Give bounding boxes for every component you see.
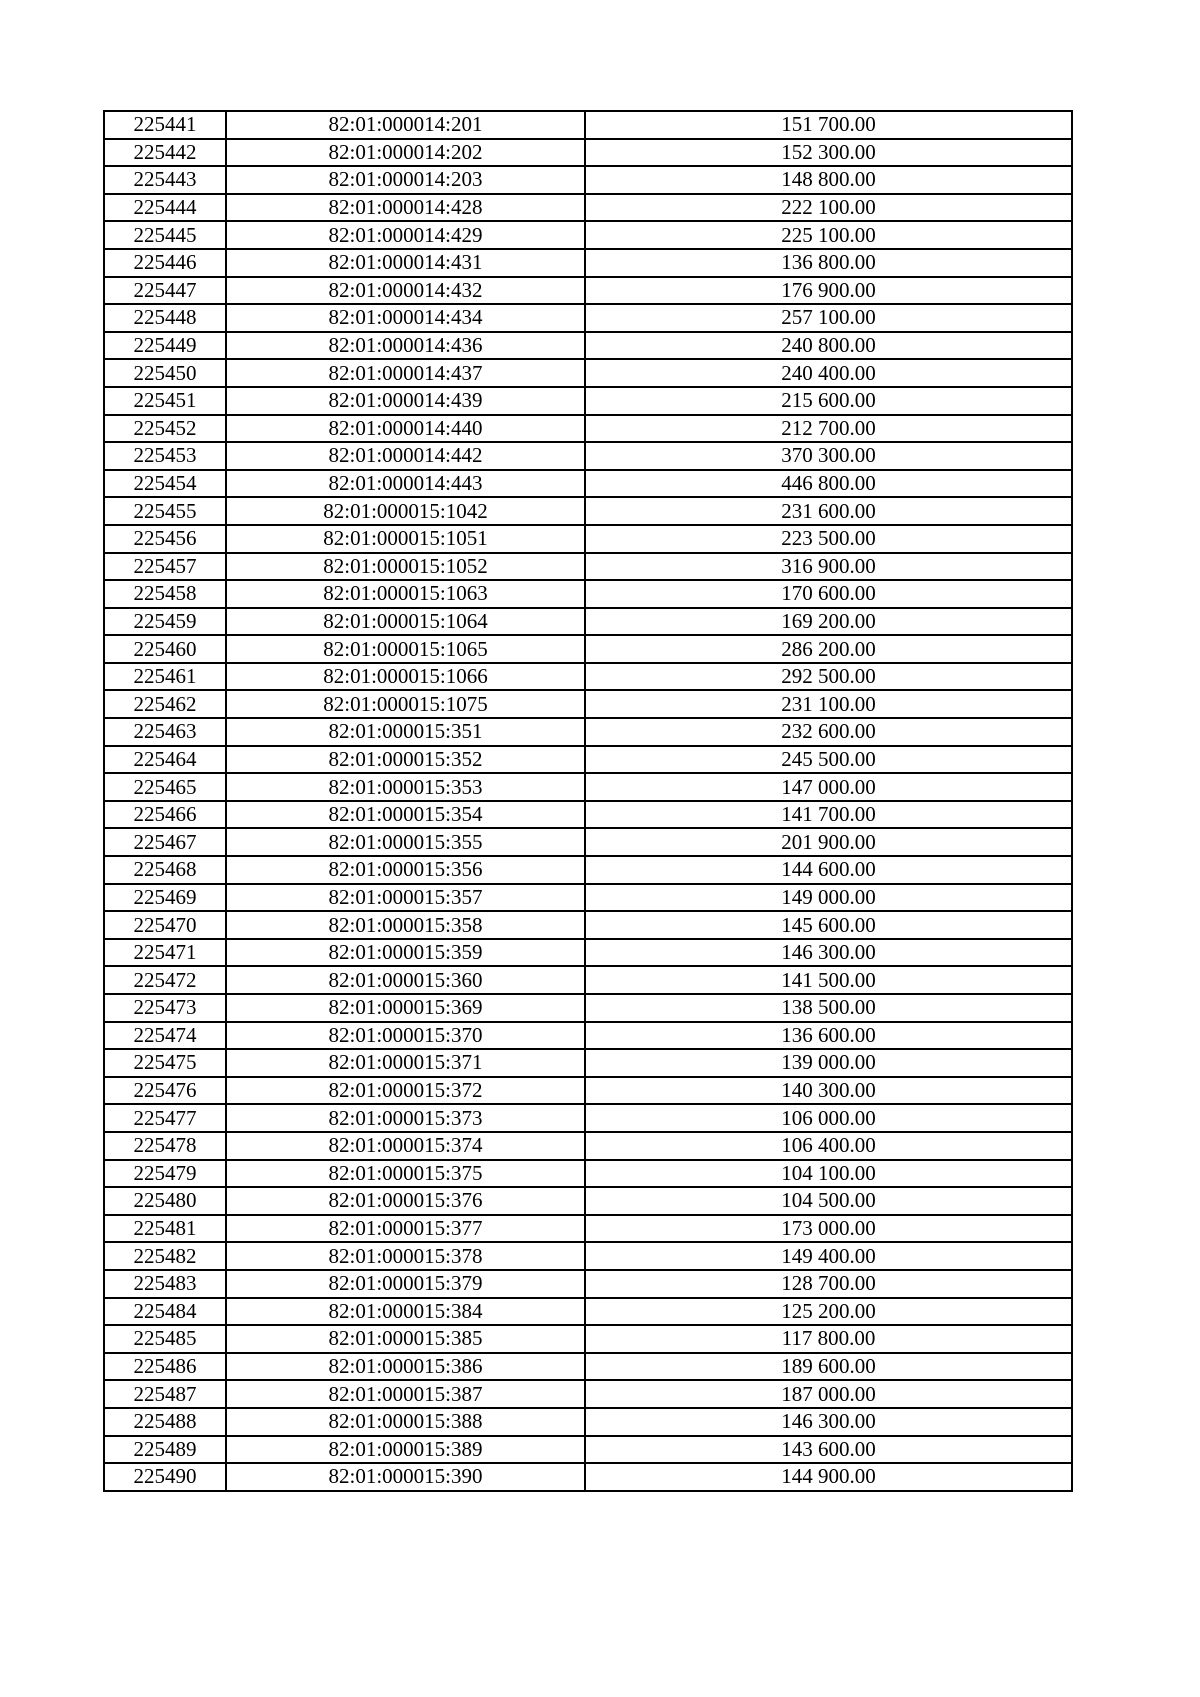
table-row [104, 746, 1072, 774]
cadastral-number-cell: 82:01:000014:442 [226, 442, 585, 470]
cadastral-number-cell: 82:01:000014:201 [226, 111, 585, 139]
table-row [104, 1187, 1072, 1215]
cadastral-number-cell: 82:01:000014:439 [226, 387, 585, 415]
cadastral-number-cell: 82:01:000015:360 [226, 966, 585, 994]
cadastral-number-cell: 82:01:000014:429 [226, 221, 585, 249]
row-number-cell: 225470 [104, 911, 226, 939]
table-row [104, 635, 1072, 663]
table-row [104, 966, 1072, 994]
cadastral-number-cell: 82:01:000015:387 [226, 1380, 585, 1408]
cadastral-number-cell: 82:01:000015:370 [226, 1022, 585, 1050]
cadastral-value-cell: 316 900.00 [585, 553, 1072, 581]
row-number-cell: 225484 [104, 1298, 226, 1326]
cadastral-number-cell: 82:01:000015:356 [226, 856, 585, 884]
cadastral-number-cell: 82:01:000015:378 [226, 1242, 585, 1270]
cadastral-value-cell: 176 900.00 [585, 277, 1072, 305]
row-number-cell: 225442 [104, 139, 226, 167]
table-row [104, 1049, 1072, 1077]
row-number-cell: 225477 [104, 1104, 226, 1132]
cadastral-number-cell: 82:01:000014:431 [226, 249, 585, 277]
row-number-cell: 225479 [104, 1160, 226, 1188]
table-row [104, 1104, 1072, 1132]
cadastral-value-cell: 245 500.00 [585, 746, 1072, 774]
table-row [104, 470, 1072, 498]
row-number-cell: 225482 [104, 1242, 226, 1270]
cadastral-value-cell: 231 600.00 [585, 497, 1072, 525]
table-row [104, 359, 1072, 387]
table-row [104, 1298, 1072, 1326]
cadastral-number-cell: 82:01:000015:369 [226, 994, 585, 1022]
cadastral-number-cell: 82:01:000014:436 [226, 332, 585, 360]
cadastral-value-table [103, 110, 1073, 1492]
cadastral-value-cell: 189 600.00 [585, 1353, 1072, 1381]
cadastral-value-cell: 152 300.00 [585, 139, 1072, 167]
row-number-cell: 225449 [104, 332, 226, 360]
cadastral-value-cell: 125 200.00 [585, 1298, 1072, 1326]
row-number-cell: 225463 [104, 718, 226, 746]
row-number-cell: 225480 [104, 1187, 226, 1215]
cadastral-number-cell: 82:01:000015:1051 [226, 525, 585, 553]
cadastral-value-cell: 136 600.00 [585, 1022, 1072, 1050]
table-row [104, 1408, 1072, 1436]
row-number-cell: 225472 [104, 966, 226, 994]
cadastral-value-cell: 240 400.00 [585, 359, 1072, 387]
table-row [104, 1132, 1072, 1160]
cadastral-number-cell: 82:01:000015:385 [226, 1325, 585, 1353]
cadastral-value-cell: 187 000.00 [585, 1380, 1072, 1408]
row-number-cell: 225485 [104, 1325, 226, 1353]
cadastral-number-cell: 82:01:000015:353 [226, 773, 585, 801]
table-row [104, 166, 1072, 194]
row-number-cell: 225454 [104, 470, 226, 498]
table-row [104, 249, 1072, 277]
cadastral-value-cell: 146 300.00 [585, 939, 1072, 967]
cadastral-value-cell: 212 700.00 [585, 415, 1072, 443]
cadastral-value-cell: 222 100.00 [585, 194, 1072, 222]
cadastral-value-cell: 138 500.00 [585, 994, 1072, 1022]
table-row [104, 1463, 1072, 1491]
row-number-cell: 225461 [104, 663, 226, 691]
cadastral-number-cell: 82:01:000014:203 [226, 166, 585, 194]
cadastral-number-cell: 82:01:000015:372 [226, 1077, 585, 1105]
cadastral-value-cell: 146 300.00 [585, 1408, 1072, 1436]
row-number-cell: 225478 [104, 1132, 226, 1160]
table-row [104, 1380, 1072, 1408]
cadastral-number-cell: 82:01:000015:379 [226, 1270, 585, 1298]
row-number-cell: 225474 [104, 1022, 226, 1050]
table-row [104, 525, 1072, 553]
cadastral-value-cell: 151 700.00 [585, 111, 1072, 139]
table-row [104, 553, 1072, 581]
row-number-cell: 225488 [104, 1408, 226, 1436]
cadastral-number-cell: 82:01:000015:351 [226, 718, 585, 746]
cadastral-value-cell: 141 500.00 [585, 966, 1072, 994]
table-row [104, 387, 1072, 415]
cadastral-value-cell: 257 100.00 [585, 304, 1072, 332]
table-row [104, 580, 1072, 608]
row-number-cell: 225451 [104, 387, 226, 415]
cadastral-number-cell: 82:01:000014:432 [226, 277, 585, 305]
cadastral-value-cell: 225 100.00 [585, 221, 1072, 249]
row-number-cell: 225465 [104, 773, 226, 801]
table-row [104, 332, 1072, 360]
row-number-cell: 225460 [104, 635, 226, 663]
cadastral-number-cell: 82:01:000015:358 [226, 911, 585, 939]
row-number-cell: 225487 [104, 1380, 226, 1408]
row-number-cell: 225445 [104, 221, 226, 249]
table-row [104, 1215, 1072, 1243]
cadastral-value-cell: 128 700.00 [585, 1270, 1072, 1298]
table-row [104, 442, 1072, 470]
cadastral-value-cell: 106 400.00 [585, 1132, 1072, 1160]
cadastral-number-cell: 82:01:000015:1063 [226, 580, 585, 608]
table-row [104, 415, 1072, 443]
cadastral-value-cell: 104 100.00 [585, 1160, 1072, 1188]
cadastral-number-cell: 82:01:000015:1042 [226, 497, 585, 525]
table-row [104, 663, 1072, 691]
cadastral-number-cell: 82:01:000015:386 [226, 1353, 585, 1381]
cadastral-number-cell: 82:01:000014:428 [226, 194, 585, 222]
table-row [104, 1436, 1072, 1464]
cadastral-number-cell: 82:01:000015:354 [226, 801, 585, 829]
cadastral-value-cell: 223 500.00 [585, 525, 1072, 553]
cadastral-value-cell: 149 000.00 [585, 884, 1072, 912]
row-number-cell: 225453 [104, 442, 226, 470]
cadastral-value-cell: 201 900.00 [585, 828, 1072, 856]
cadastral-number-cell: 82:01:000015:377 [226, 1215, 585, 1243]
row-number-cell: 225450 [104, 359, 226, 387]
row-number-cell: 225458 [104, 580, 226, 608]
row-number-cell: 225481 [104, 1215, 226, 1243]
table-row [104, 1022, 1072, 1050]
table-row [104, 497, 1072, 525]
row-number-cell: 225469 [104, 884, 226, 912]
cadastral-value-cell: 446 800.00 [585, 470, 1072, 498]
table-row [104, 277, 1072, 305]
table-row [104, 884, 1072, 912]
table-row [104, 994, 1072, 1022]
table-row [104, 1077, 1072, 1105]
cadastral-number-cell: 82:01:000014:434 [226, 304, 585, 332]
table-row [104, 690, 1072, 718]
row-number-cell: 225489 [104, 1436, 226, 1464]
table-row [104, 608, 1072, 636]
row-number-cell: 225452 [104, 415, 226, 443]
cadastral-number-cell: 82:01:000015:389 [226, 1436, 585, 1464]
cadastral-value-cell: 144 900.00 [585, 1463, 1072, 1491]
table-row [104, 718, 1072, 746]
row-number-cell: 225490 [104, 1463, 226, 1491]
row-number-cell: 225456 [104, 525, 226, 553]
cadastral-value-cell: 169 200.00 [585, 608, 1072, 636]
table-row [104, 194, 1072, 222]
row-number-cell: 225441 [104, 111, 226, 139]
table-row [104, 828, 1072, 856]
cadastral-number-cell: 82:01:000015:375 [226, 1160, 585, 1188]
row-number-cell: 225466 [104, 801, 226, 829]
table-row [104, 1242, 1072, 1270]
row-number-cell: 225446 [104, 249, 226, 277]
cadastral-value-cell: 173 000.00 [585, 1215, 1072, 1243]
row-number-cell: 225457 [104, 553, 226, 581]
row-number-cell: 225444 [104, 194, 226, 222]
row-number-cell: 225462 [104, 690, 226, 718]
cadastral-value-cell: 215 600.00 [585, 387, 1072, 415]
cadastral-value-cell: 286 200.00 [585, 635, 1072, 663]
table-row [104, 856, 1072, 884]
cadastral-value-cell: 104 500.00 [585, 1187, 1072, 1215]
table-row [104, 911, 1072, 939]
row-number-cell: 225447 [104, 277, 226, 305]
table-row [104, 773, 1072, 801]
row-number-cell: 225455 [104, 497, 226, 525]
cadastral-value-cell: 139 000.00 [585, 1049, 1072, 1077]
cadastral-number-cell: 82:01:000015:1065 [226, 635, 585, 663]
table-row [104, 139, 1072, 167]
cadastral-value-cell: 140 300.00 [585, 1077, 1072, 1105]
cadastral-value-cell: 143 600.00 [585, 1436, 1072, 1464]
cadastral-number-cell: 82:01:000015:390 [226, 1463, 585, 1491]
cadastral-value-cell: 232 600.00 [585, 718, 1072, 746]
cadastral-number-cell: 82:01:000015:374 [226, 1132, 585, 1160]
row-number-cell: 225443 [104, 166, 226, 194]
table-body [104, 111, 1072, 1491]
cadastral-number-cell: 82:01:000015:352 [226, 746, 585, 774]
cadastral-value-cell: 170 600.00 [585, 580, 1072, 608]
cadastral-value-cell: 136 800.00 [585, 249, 1072, 277]
cadastral-value-cell: 149 400.00 [585, 1242, 1072, 1270]
cadastral-value-cell: 141 700.00 [585, 801, 1072, 829]
table-row [104, 221, 1072, 249]
cadastral-number-cell: 82:01:000015:376 [226, 1187, 585, 1215]
row-number-cell: 225459 [104, 608, 226, 636]
cadastral-number-cell: 82:01:000015:388 [226, 1408, 585, 1436]
table-row [104, 1325, 1072, 1353]
cadastral-number-cell: 82:01:000014:437 [226, 359, 585, 387]
cadastral-number-cell: 82:01:000015:357 [226, 884, 585, 912]
cadastral-value-cell: 240 800.00 [585, 332, 1072, 360]
table-row [104, 1160, 1072, 1188]
row-number-cell: 225448 [104, 304, 226, 332]
row-number-cell: 225468 [104, 856, 226, 884]
cadastral-number-cell: 82:01:000015:1066 [226, 663, 585, 691]
row-number-cell: 225467 [104, 828, 226, 856]
cadastral-value-cell: 231 100.00 [585, 690, 1072, 718]
cadastral-number-cell: 82:01:000015:359 [226, 939, 585, 967]
cadastral-value-cell: 147 000.00 [585, 773, 1072, 801]
cadastral-value-cell: 145 600.00 [585, 911, 1072, 939]
table-row [104, 304, 1072, 332]
cadastral-number-cell: 82:01:000014:440 [226, 415, 585, 443]
cadastral-number-cell: 82:01:000015:355 [226, 828, 585, 856]
table-row [104, 801, 1072, 829]
cadastral-number-cell: 82:01:000015:1052 [226, 553, 585, 581]
cadastral-number-cell: 82:01:000015:371 [226, 1049, 585, 1077]
cadastral-number-cell: 82:01:000015:1064 [226, 608, 585, 636]
cadastral-value-cell: 148 800.00 [585, 166, 1072, 194]
cadastral-value-cell: 117 800.00 [585, 1325, 1072, 1353]
cadastral-number-cell: 82:01:000014:443 [226, 470, 585, 498]
table-row [104, 1353, 1072, 1381]
row-number-cell: 225471 [104, 939, 226, 967]
cadastral-value-cell: 144 600.00 [585, 856, 1072, 884]
cadastral-value-cell: 106 000.00 [585, 1104, 1072, 1132]
table-row [104, 939, 1072, 967]
cadastral-value-cell: 370 300.00 [585, 442, 1072, 470]
row-number-cell: 225483 [104, 1270, 226, 1298]
cadastral-number-cell: 82:01:000015:384 [226, 1298, 585, 1326]
row-number-cell: 225475 [104, 1049, 226, 1077]
cadastral-number-cell: 82:01:000014:202 [226, 139, 585, 167]
cadastral-value-cell: 292 500.00 [585, 663, 1072, 691]
row-number-cell: 225473 [104, 994, 226, 1022]
table-row [104, 111, 1072, 139]
row-number-cell: 225476 [104, 1077, 226, 1105]
table-row [104, 1270, 1072, 1298]
row-number-cell: 225464 [104, 746, 226, 774]
row-number-cell: 225486 [104, 1353, 226, 1381]
cadastral-number-cell: 82:01:000015:373 [226, 1104, 585, 1132]
cadastral-number-cell: 82:01:000015:1075 [226, 690, 585, 718]
